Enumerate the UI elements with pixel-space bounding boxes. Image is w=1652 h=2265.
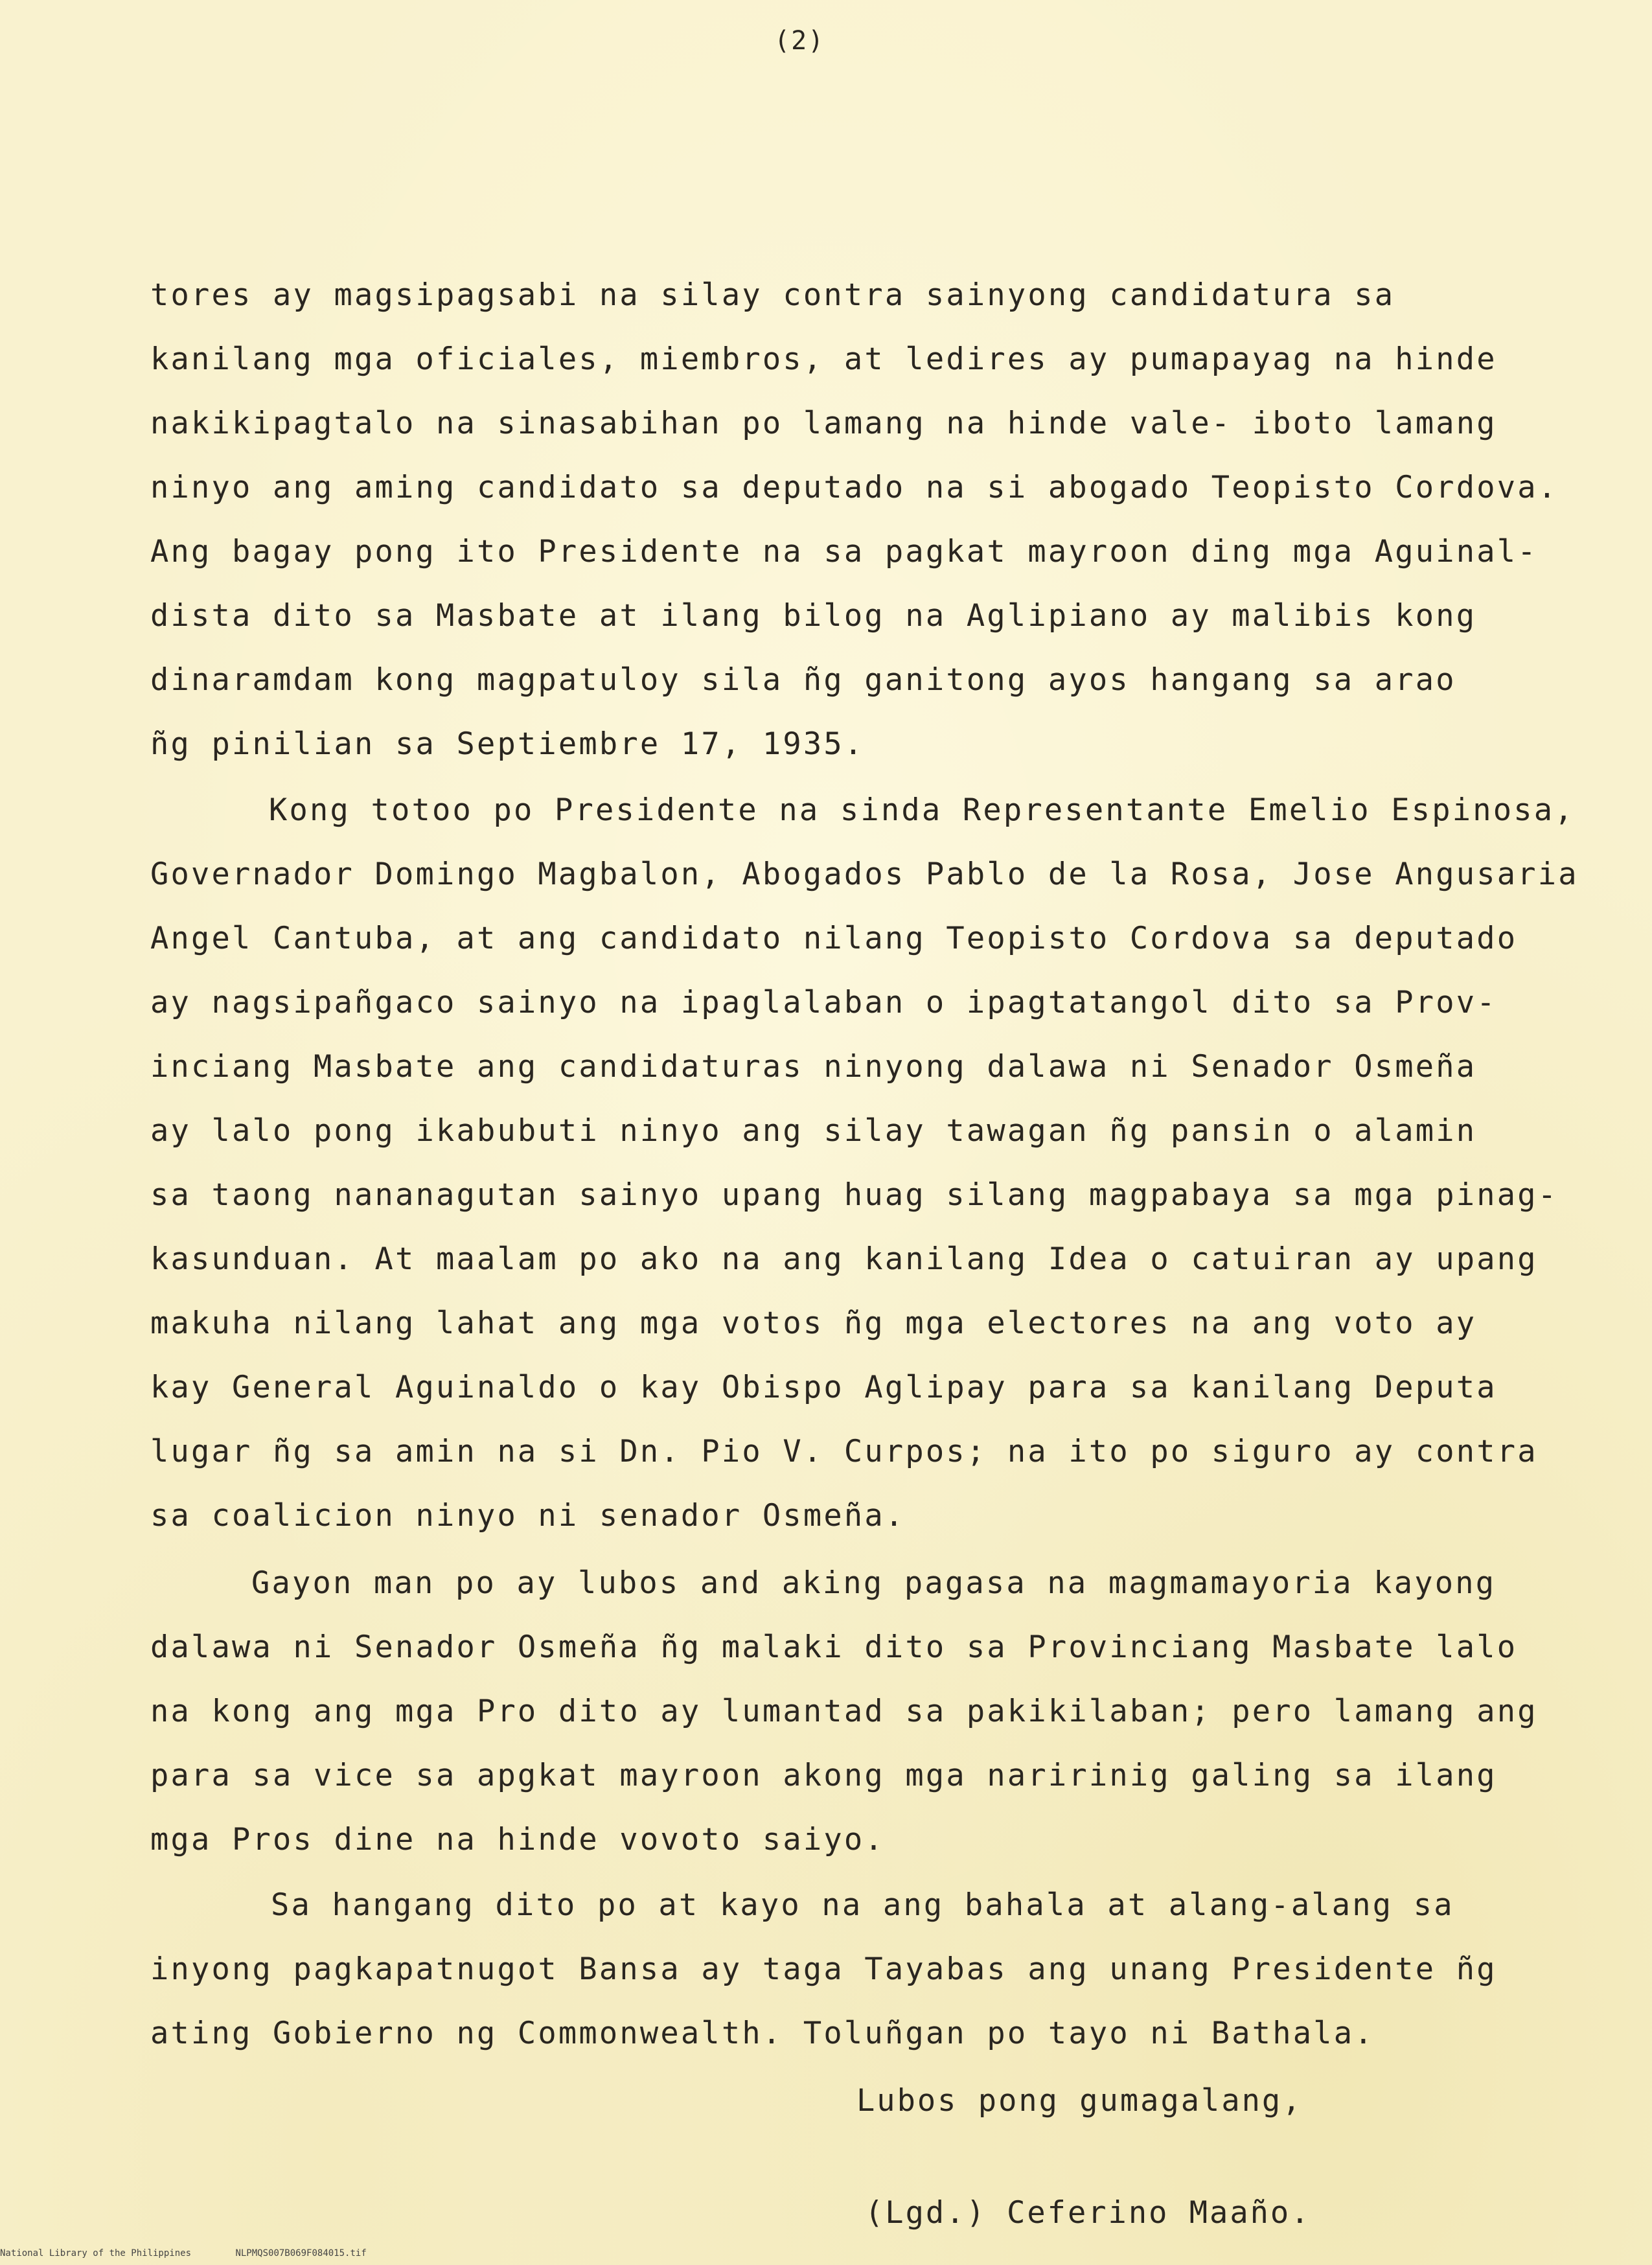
text-line: makuha nilang lahat ang mga votos ñg mga electores na ang voto ay xyxy=(150,1305,1477,1341)
text-line: mga Pros dine na hinde vovoto saiyo. xyxy=(150,1822,885,1857)
text-line: Angel Cantuba, at ang candidato nilang Teopisto Cordova sa deputado xyxy=(150,921,1518,956)
text-line: tores ay magsipagsabi na silay contra sainyong candidatura sa xyxy=(150,277,1395,313)
text-line: para sa vice sa apgkat mayroon akong mga naririnig galing sa ilang xyxy=(150,1758,1497,1793)
text-line: ninyo ang aming candidato sa deputado na si abogado Teopisto Cordova. xyxy=(150,470,1559,505)
footer-filename: NLPMQS007B069F084015.tif xyxy=(235,2248,367,2259)
text-line: dinaramdam kong magpatuloy sila ñg ganitong ayos hangang sa arao xyxy=(150,662,1456,698)
signature-line: (Lgd.) Ceferino Maaño. xyxy=(865,2195,1311,2231)
text-line: Gayon man po ay lubos and aking pagasa na magmamayoria kayong xyxy=(251,1565,1497,1601)
footer-library: National Library of the Philippines xyxy=(0,2248,192,2259)
page-number: (2) xyxy=(774,26,825,56)
text-line: Kong totoo po Presidente na sinda Representante Emelio Espinosa, xyxy=(269,792,1575,828)
text-line: ating Gobierno ng Commonwealth. Toluñgan po tayo ni Bathala. xyxy=(150,2016,1375,2051)
text-line: lugar ñg sa amin na si Dn. Pio V. Curpos; na ito po siguro ay contra xyxy=(150,1434,1538,1469)
text-line: ay nagsipañgaco sainyo na ipaglalaban o ipagtatangol dito sa Prov- xyxy=(150,985,1497,1020)
text-line: dista dito sa Masbate at ilang bilog na Aglipiano ay malibis kong xyxy=(150,598,1477,634)
text-line: inciang Masbate ang candidaturas ninyong dalawa ni Senador Osmeña xyxy=(150,1049,1477,1085)
text-line: kasunduan. At maalam po ako na ang kanilang Idea o catuiran ay upang xyxy=(150,1241,1538,1277)
text-line: nakikipagtalo na sinasabihan po lamang na hinde vale- iboto lamang xyxy=(150,406,1497,441)
text-line: ay lalo pong ikabubuti ninyo ang silay tawagan ñg pansin o alamin xyxy=(150,1113,1477,1149)
text-line: dalawa ni Senador Osmeña ñg malaki dito sa Provinciang Masbate lalo xyxy=(150,1629,1518,1665)
text-line: na kong ang mga Pro dito ay lumantad sa pakikilaban; pero lamang ang xyxy=(150,1694,1538,1729)
text-line: sa coalicion ninyo ni senador Osmeña. xyxy=(150,1498,906,1534)
text-line: Governador Domingo Magbalon, Abogados Pablo de la Rosa, Jose Angusaria xyxy=(150,857,1579,892)
text-line: Sa hangang dito po at kayo na ang bahala at alang-alang sa xyxy=(271,1887,1454,1923)
text-line: inyong pagkapatnugot Bansa ay taga Tayabas ang unang Presidente ñg xyxy=(150,1951,1497,1987)
scan-footer xyxy=(0,2248,406,2259)
text-line: Ang bagay pong ito Presidente na sa pagkat mayroon ding mga Aguinal- xyxy=(150,534,1538,569)
text-line: kay General Aguinaldo o kay Obispo Aglipay para sa kanilang Deputa xyxy=(150,1370,1497,1405)
closing-salutation: Lubos pong gumagalang, xyxy=(856,2083,1303,2119)
text-line: ñg pinilian sa Septiembre 17, 1935. xyxy=(150,726,865,762)
text-line: sa taong nananagutan sainyo upang huag silang magpabaya sa mga pinag- xyxy=(150,1177,1559,1213)
text-line: kanilang mga oficiales, miembros, at ledires ay pumapayag na hinde xyxy=(150,341,1497,377)
